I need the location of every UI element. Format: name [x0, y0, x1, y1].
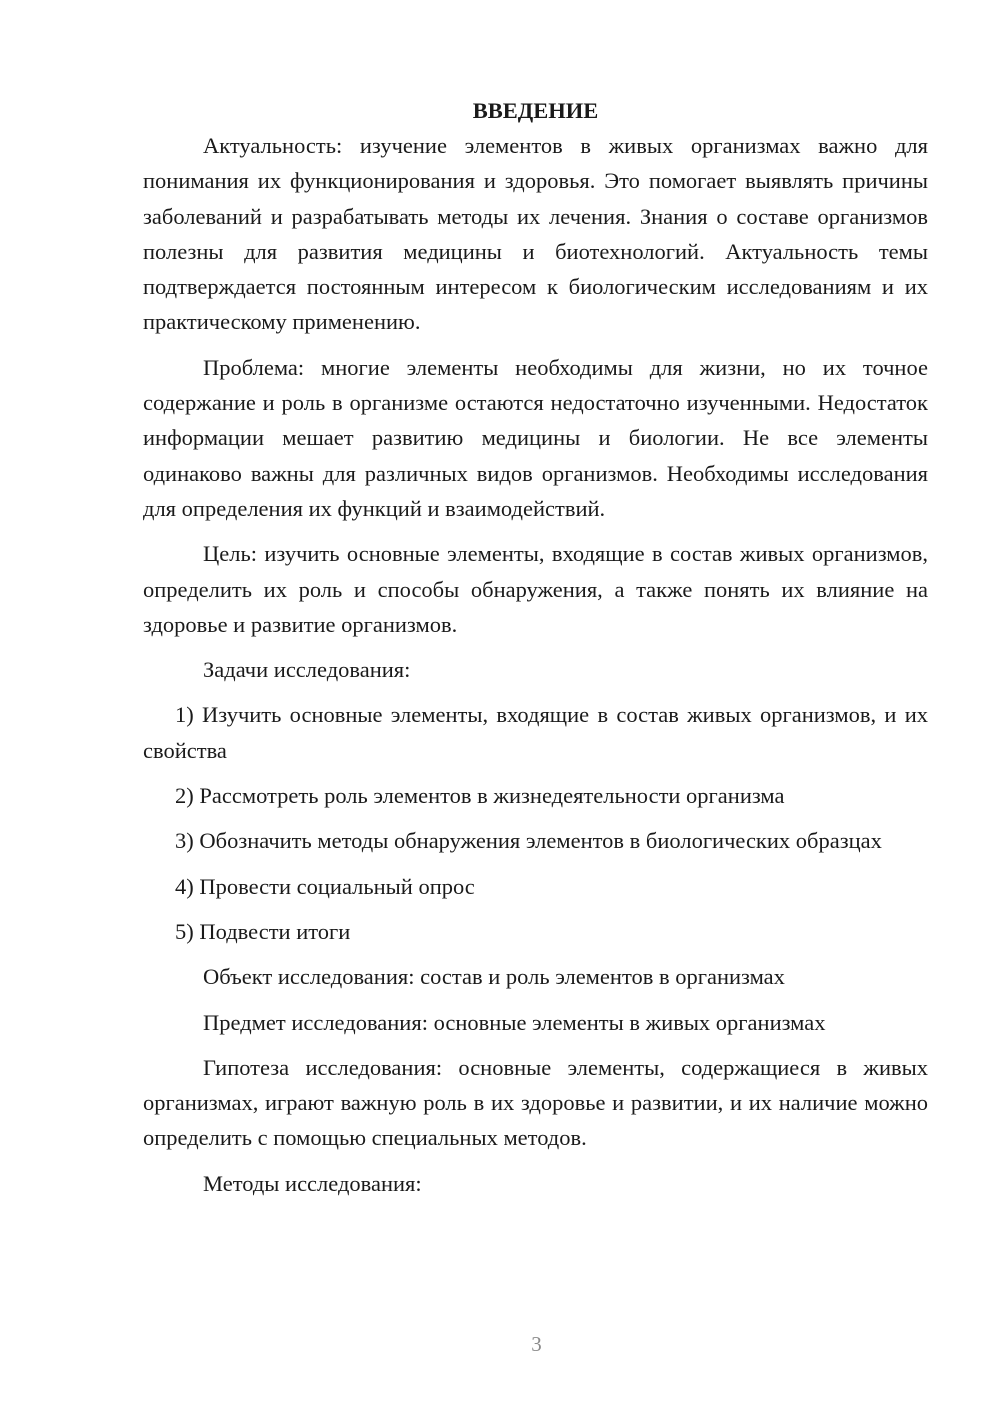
goal-paragraph: Цель: изучить основные элементы, входящие в состав живых организмов, определить их роль и способы обнаружения, а также понять их влияние на здоровье и развитие организмов.	[143, 541, 928, 637]
hypothesis-paragraph: Гипотеза исследования: основные элементы, содержащиеся в живых организмах, играют важную роль в их здоровье и развитии, и их наличие можно определить с помощью специальных методов.	[143, 1054, 928, 1151]
task-item-5: 5) Подвести итоги	[175, 918, 351, 944]
task-item-2: 2) Рассмотреть роль элементов в жизнедеятельности организма	[175, 783, 785, 809]
task-item-1: 1) Изучить основные элементы, входящие в состав живых организмов, и их свойства	[143, 702, 928, 763]
page-content	[143, 93, 928, 1201]
task-item-3: 3) Обозначить методы обнаружения элементов в биологических образцах	[175, 828, 882, 854]
methods-heading: Методы исследования:	[203, 1170, 422, 1196]
subject-paragraph: Предмет исследования: основные элементы в живых организмах	[203, 1009, 826, 1035]
problem-paragraph: Проблема: многие элементы необходимы для жизни, но их точное содержание и роль в организме остаются недостаточно изученными. Недостаток информации мешает развитию медицины и биологии. Не все элементы одинаково важны для различных видов организмов. Необходимы исследования для определения их функций и взаимодействий.	[143, 354, 928, 521]
task-item-4: 4) Провести социальный опрос	[175, 873, 475, 899]
object-paragraph: Объект исследования: состав и роль элементов в организмах	[203, 964, 785, 990]
page-number: 3	[531, 1332, 542, 1356]
tasks-heading: Задачи исследования:	[203, 657, 411, 683]
relevance-paragraph: Актуальность: изучение элементов в живых организмах важно для понимания их функционирования и здоровья. Это помогает выявлять причины заболеваний и разрабатывать методы их лечения. Знания о составе организмов полезны для развития медицины и биотехнологий. Актуальность темы подтверждается постоянным интересом к биологическим исследованиям и их практическому применению.	[143, 133, 928, 335]
page-heading: ВВЕДЕНИЕ	[472, 98, 599, 123]
